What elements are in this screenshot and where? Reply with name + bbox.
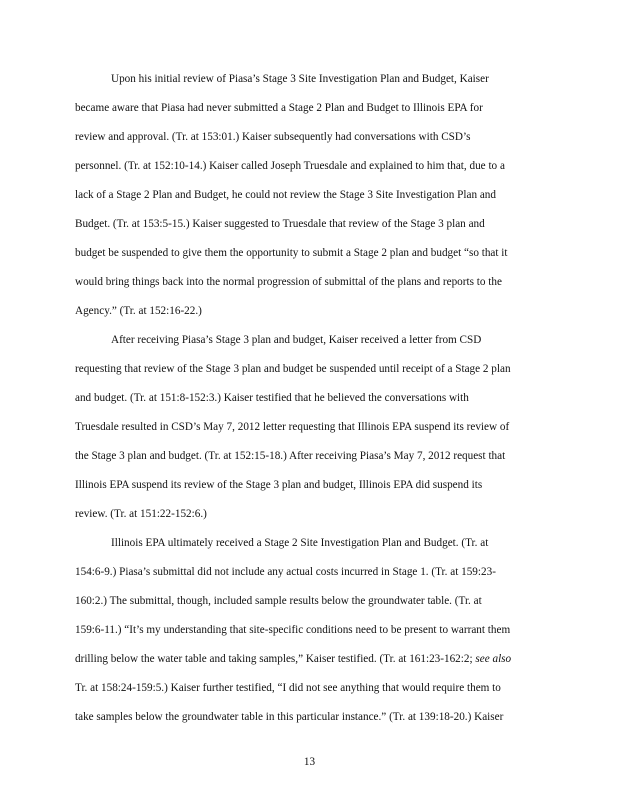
paragraph-3-line-6: Tr. at 158:24-159:5.) Kaiser further testified, “I did not see anything that would require them to [75,682,501,694]
paragraph-1-line-8: would bring things back into the normal progression of submittal of the plans and reports to the [75,276,502,288]
paragraph-3-line-4: 159:6-11.) “It’s my understanding that site-specific conditions need to be present to warrant them [75,624,511,636]
paragraph-2-line-2: requesting that review of the Stage 3 plan and budget be suspended until receipt of a Stage 2 plan [75,363,511,375]
paragraph-3-line-5-text: drilling below the water table and taking samples,” Kaiser testified. (Tr. at 161:23-162:2; [75,653,476,665]
paragraph-3-line-5 [75,652,511,666]
paragraph-3-line-1: Illinois EPA ultimately received a Stage 2 Site Investigation Plan and Budget. (Tr. at [111,537,489,549]
see-also-italic: see also [475,653,512,665]
paragraph-1-line-9: Agency.” (Tr. at 152:16-22.) [75,305,202,317]
paragraph-2-line-6: Illinois EPA suspend its review of the Stage 3 plan and budget, Illinois EPA did suspend its [75,479,483,491]
paragraph-1-line-4: personnel. (Tr. at 152:10-14.) Kaiser called Joseph Truesdale and explained to him that, due to a [75,160,505,172]
paragraph-1-line-5: lack of a Stage 2 Plan and Budget, he could not review the Stage 3 Site Investigation Plan and [75,189,496,201]
paragraph-3-line-3: 160:2.) The submittal, though, included sample results below the groundwater table. (Tr. at [75,595,482,607]
page-number: 13 [303,756,316,768]
paragraph-1-line-7: budget be suspended to give them the opportunity to submit a Stage 2 plan and budget “so that it [75,247,508,259]
paragraph-3-line-7: take samples below the groundwater table in this particular instance.” (Tr. at 139:18-20.) Kaiser [75,711,504,723]
paragraph-2-line-3: and budget. (Tr. at 151:8-152:3.) Kaiser testified that he believed the conversations with [75,392,469,404]
paragraph-2-line-7: review. (Tr. at 151:22-152:6.) [75,508,207,520]
paragraph-1-line-6: Budget. (Tr. at 153:5-15.) Kaiser suggested to Truesdale that review of the Stage 3 plan and [75,218,485,230]
paragraph-1-line-1: Upon his initial review of Piasa’s Stage 3 Site Investigation Plan and Budget, Kaiser [111,73,489,85]
paragraph-2-line-1: After receiving Piasa’s Stage 3 plan and budget, Kaiser received a letter from CSD [111,334,482,346]
paragraph-3-line-2: 154:6-9.) Piasa’s submittal did not include any actual costs incurred in Stage 1. (Tr. at 159:23- [75,566,496,578]
paragraph-1-line-2: became aware that Piasa had never submitted a Stage 2 Plan and Budget to Illinois EPA for [75,102,483,114]
paragraph-1-line-3: review and approval. (Tr. at 153:01.) Kaiser subsequently had conversations with CSD’s [75,131,471,143]
paragraph-2-line-5: the Stage 3 plan and budget. (Tr. at 152:15-18.) After receiving Piasa’s May 7, 2012 request that [75,450,506,462]
paragraph-2-line-4: Truesdale resulted in CSD’s May 7, 2012 letter requesting that Illinois EPA suspend its review of [75,421,510,433]
